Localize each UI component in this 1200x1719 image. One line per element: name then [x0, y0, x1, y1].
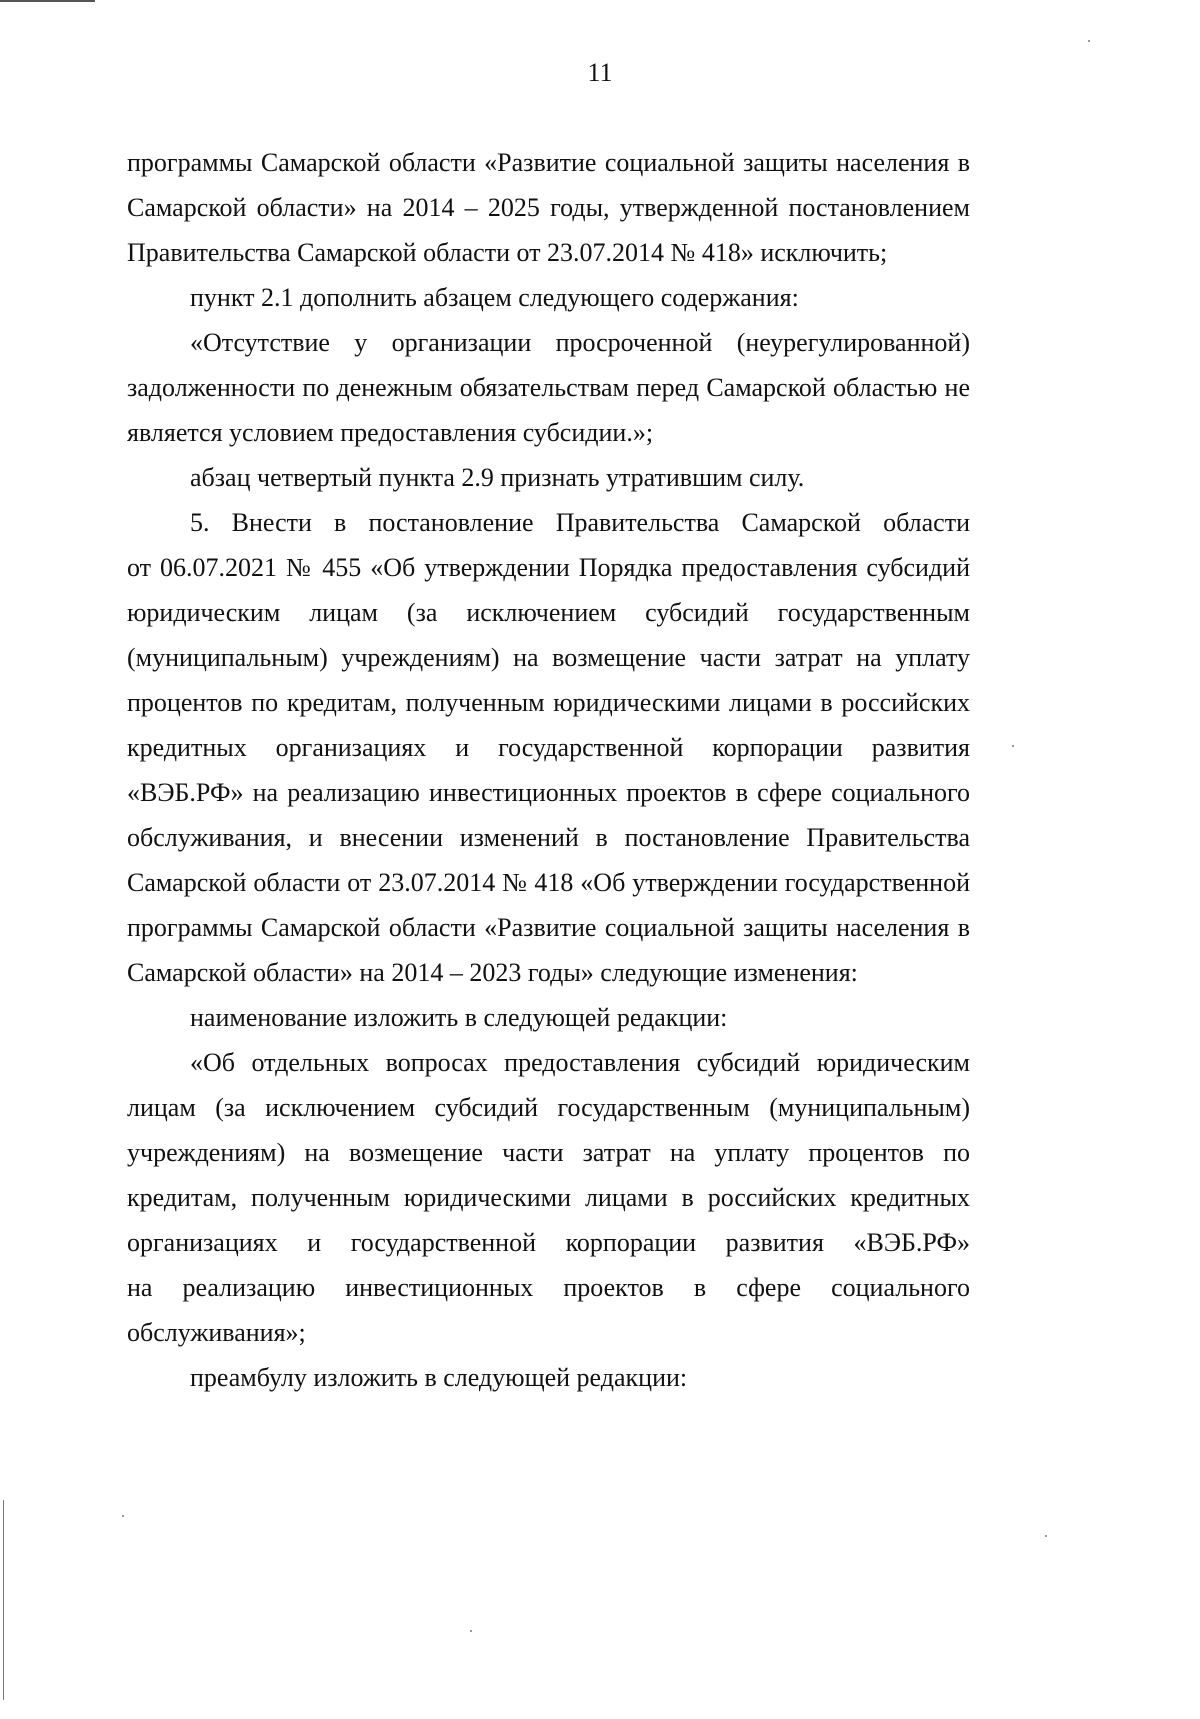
text-line: кредитных организациях и государственной корпорации развития [127, 733, 970, 762]
text-line: абзац четвертый пункта 2.9 признать утратившим силу. [190, 463, 805, 492]
scan-speck [1045, 1535, 1047, 1537]
text-line: пункт 2.1 дополнить абзацем следующего содержания: [190, 283, 799, 312]
text-line: наименование изложить в следующей редакции: [190, 1003, 728, 1032]
text-line: 5. Внести в постановление Правительства Самарской области [190, 508, 970, 537]
text-line: организациях и государственной корпорации развития «ВЭБ.РФ» [127, 1228, 970, 1257]
text-line: процентов по кредитам, полученным юридическими лицами в российских [127, 688, 970, 717]
text-line: задолженности по денежным обязательствам перед Самарской областью не [127, 373, 970, 402]
scan-speck [470, 1630, 472, 1632]
text-line: программы Самарской области «Развитие социальной защиты населения в [127, 913, 970, 942]
text-line: лицам (за исключением субсидий государственным (муниципальным) [127, 1093, 970, 1122]
scan-speck [122, 1515, 124, 1517]
text-line: кредитам, полученным юридическими лицами в российских кредитных [127, 1183, 970, 1212]
text-line: (муниципальным) учреждениям) на возмещение части затрат на уплату [127, 643, 970, 672]
text-line: учреждениям) на возмещение части затрат на уплату процентов по [127, 1138, 970, 1167]
text-line: «ВЭБ.РФ» на реализацию инвестиционных проектов в сфере социального [127, 778, 970, 807]
text-line: Самарской области» на 2014 – 2025 годы, утвержденной постановлением [127, 193, 970, 222]
text-line: программы Самарской области «Развитие социальной защиты населения в [127, 148, 970, 177]
text-line: «Об отдельных вопросах предоставления субсидий юридическим [190, 1048, 970, 1077]
text-line: Самарской области» на 2014 – 2023 годы» следующие изменения: [127, 958, 858, 987]
text-line: Самарской области от 23.07.2014 № 418 «Об утверждении государственной [127, 868, 970, 897]
text-line: Правительства Самарской области от 23.07.2014 № 418» исключить; [127, 238, 888, 267]
document-body [127, 140, 970, 1400]
text-line: юридическим лицам (за исключением субсидий государственным [127, 598, 970, 627]
text-line: на реализацию инвестиционных проектов в сфере социального [127, 1273, 970, 1302]
text-line: «Отсутствие у организации просроченной (неурегулированной) [190, 328, 970, 357]
text-line: обслуживания»; [127, 1318, 306, 1347]
scan-edge-mark [3, 1500, 4, 1700]
scan-edge-line [0, 0, 95, 2]
text-line: от 06.07.2021 № 455 «Об утверждении Порядка предоставления субсидий [127, 553, 970, 582]
page-number: 11 [587, 58, 613, 87]
text-line: преамбулу изложить в следующей редакции: [190, 1363, 688, 1392]
text-line: является условием предоставления субсидии.»; [127, 418, 654, 447]
scan-speck [1088, 40, 1090, 42]
scan-speck [1012, 745, 1014, 747]
text-line: обслуживания, и внесении изменений в постановление Правительства [127, 823, 970, 852]
